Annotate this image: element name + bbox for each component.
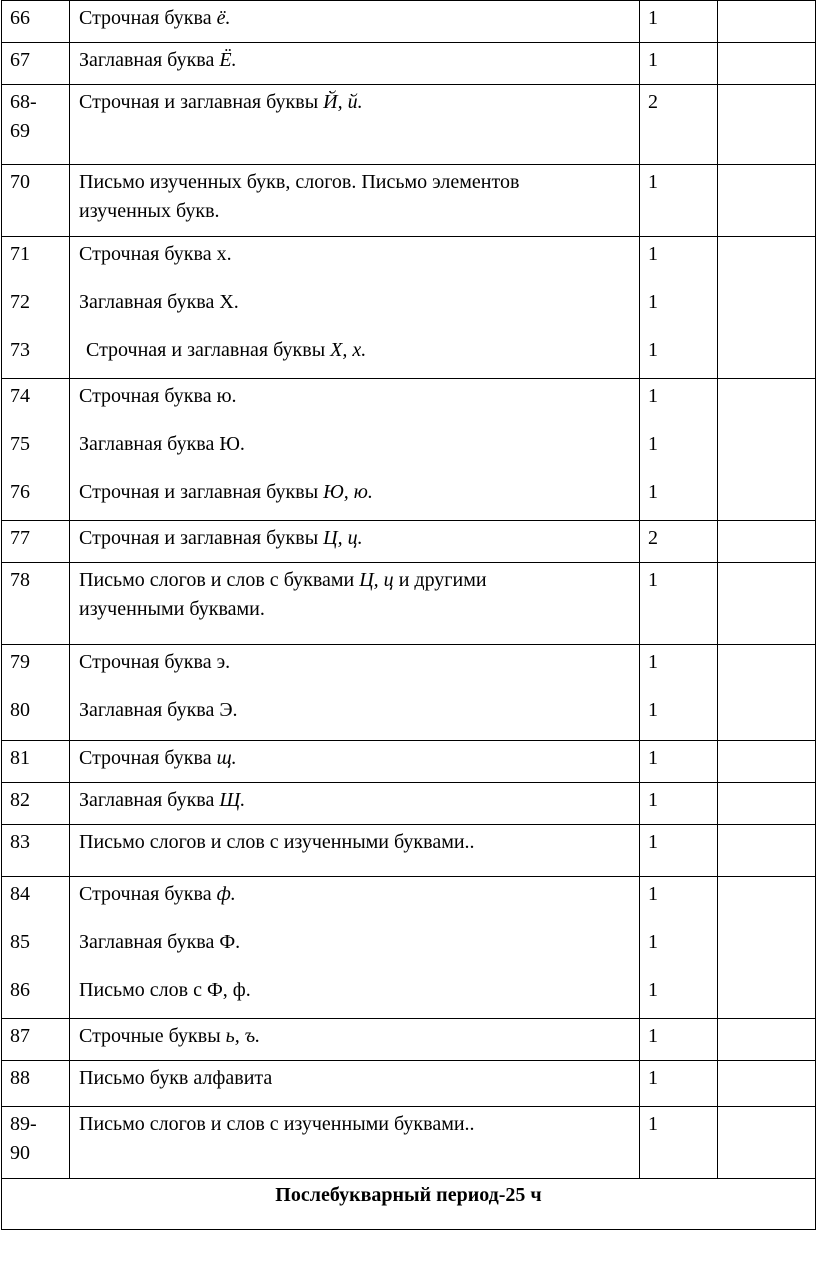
lesson-topic-line: Письмо слов с Ф, ф. (79, 979, 251, 1001)
lesson-topic-line: Строчная и заглавная буквы Й, й. (79, 91, 363, 113)
lesson-number (2, 783, 70, 825)
lesson-number-line: 72 (10, 291, 30, 313)
table-row (2, 1019, 816, 1061)
lesson-hours-line: 1 (648, 747, 658, 769)
lesson-number-line: 71 (10, 243, 30, 265)
lesson-number (2, 379, 70, 521)
lesson-hours-line: 1 (648, 1067, 658, 1089)
notes-cell (718, 1, 816, 43)
lesson-number-line: 81 (10, 747, 30, 769)
lesson-hours-line: 1 (648, 339, 658, 361)
lesson-hours (640, 825, 718, 877)
lesson-number-line: 84 (10, 883, 30, 905)
lesson-topic-line: Заглавная буква Ю. (79, 433, 245, 455)
lesson-topic-line: Строчная буква ю. (79, 385, 237, 407)
table-row (2, 1, 816, 43)
table-row (2, 825, 816, 877)
lesson-number-line: 89- (10, 1113, 37, 1135)
table-row (2, 43, 816, 85)
lesson-hours (640, 237, 718, 379)
lesson-topic-line: изученных букв. (79, 200, 220, 222)
notes-cell (718, 741, 816, 783)
table-row (2, 741, 816, 783)
table-row (2, 237, 816, 379)
lesson-hours-line: 1 (648, 831, 658, 853)
lesson-number (2, 1061, 70, 1107)
lesson-number (2, 43, 70, 85)
lesson-topic (70, 645, 640, 741)
table-row (2, 563, 816, 645)
lesson-topic (70, 825, 640, 877)
lesson-topic-line: Письмо слогов и слов с изученными буквами.. (79, 1113, 475, 1135)
table-row (2, 645, 816, 741)
lesson-number (2, 165, 70, 237)
table-row (2, 379, 816, 521)
lesson-number (2, 645, 70, 741)
lesson-hours (640, 563, 718, 645)
lesson-hours (640, 783, 718, 825)
lesson-hours (640, 165, 718, 237)
lesson-hours-line: 1 (648, 569, 658, 591)
notes-cell (718, 563, 816, 645)
notes-cell (718, 379, 816, 521)
lesson-topic-line: Строчная буква ф. (79, 883, 236, 905)
lesson-hours-line: 1 (648, 651, 658, 673)
lesson-number-line: 78 (10, 569, 30, 591)
lesson-hours-line: 1 (648, 385, 658, 407)
lesson-number (2, 237, 70, 379)
notes-cell (718, 43, 816, 85)
lesson-hours (640, 521, 718, 563)
lesson-topic (70, 521, 640, 563)
lesson-number-line: 83 (10, 831, 30, 853)
lesson-topic (70, 43, 640, 85)
lesson-number-line: 82 (10, 789, 30, 811)
lesson-hours-line: 1 (648, 433, 658, 455)
lesson-topic-line: Заглавная буква Щ. (79, 789, 246, 811)
section-row (2, 1179, 816, 1230)
lesson-topic (70, 165, 640, 237)
lesson-topic-line: Письмо слогов и слов с буквами Ц, ц и другими (79, 569, 487, 591)
lesson-hours-line: 1 (648, 481, 658, 503)
lesson-hours-line: 1 (648, 931, 658, 953)
lesson-topic-line: Строчная и заглавная буквы Ю, ю. (79, 481, 373, 503)
lesson-number-line: 69 (10, 120, 30, 142)
lesson-topic (70, 877, 640, 1019)
section-title: Послебукварный период-25 ч (2, 1179, 816, 1230)
lesson-topic-line: Письмо изученных букв, слогов. Письмо элементов (79, 171, 520, 193)
lesson-topic-line: Строчная и заглавная буквы Ц, ц. (79, 527, 363, 549)
lesson-topic-line: изученными буквами. (79, 598, 265, 620)
lesson-number-line: 85 (10, 931, 30, 953)
lesson-number (2, 1019, 70, 1061)
lesson-number (2, 563, 70, 645)
lesson-topic (70, 1061, 640, 1107)
lesson-topic-line: Строчная буква х. (79, 243, 232, 265)
lesson-number-line: 76 (10, 481, 30, 503)
lesson-number-line: 74 (10, 385, 30, 407)
lesson-hours-line: 1 (648, 883, 658, 905)
lesson-number (2, 1107, 70, 1179)
lesson-number (2, 825, 70, 877)
lesson-hours (640, 877, 718, 1019)
lesson-topic (70, 1, 640, 43)
lesson-topic-line: Строчная буква э. (79, 651, 231, 673)
lesson-hours-line: 1 (648, 1025, 658, 1047)
notes-cell (718, 521, 816, 563)
lesson-topic (70, 1019, 640, 1061)
table-row (2, 165, 816, 237)
lesson-topic (70, 783, 640, 825)
lesson-number-line: 75 (10, 433, 30, 455)
lesson-number-line: 88 (10, 1067, 30, 1089)
lesson-hours-line: 1 (648, 291, 658, 313)
lesson-topic (70, 563, 640, 645)
lesson-topic-line: Письмо букв алфавита (79, 1067, 273, 1089)
table-row (2, 1061, 816, 1107)
lesson-number-line: 73 (10, 339, 30, 361)
lesson-topic-line: Строчная буква щ. (79, 747, 237, 769)
notes-cell (718, 1019, 816, 1061)
lesson-topic-line: Строчная и заглавная буквы Х, х. (86, 339, 367, 361)
lesson-number (2, 877, 70, 1019)
lesson-number (2, 85, 70, 165)
lesson-hours-line: 1 (648, 699, 658, 721)
lesson-number-line: 87 (10, 1025, 30, 1047)
lesson-hours (640, 85, 718, 165)
lesson-number-line: 80 (10, 699, 30, 721)
notes-cell (718, 165, 816, 237)
lesson-number (2, 521, 70, 563)
lesson-topic (70, 741, 640, 783)
table-row (2, 1107, 816, 1179)
lesson-hours-line: 1 (648, 1113, 658, 1135)
notes-cell (718, 825, 816, 877)
lesson-topic (70, 1107, 640, 1179)
table-row (2, 85, 816, 165)
lesson-hours-line: 1 (648, 171, 658, 193)
lesson-hours-line: 1 (648, 7, 658, 29)
lesson-topic-line: Строчные буквы ь, ъ. (79, 1025, 261, 1047)
notes-cell (718, 1061, 816, 1107)
lesson-number-line: 66 (10, 7, 30, 29)
notes-cell (718, 877, 816, 1019)
lesson-hours-line: 1 (648, 49, 658, 71)
lesson-number-line: 90 (10, 1142, 30, 1164)
lesson-topic-line: Письмо слогов и слов с изученными буквами.. (79, 831, 475, 853)
lesson-topic (70, 379, 640, 521)
lesson-hours (640, 379, 718, 521)
lesson-topic-line: Заглавная буква Э. (79, 699, 238, 721)
lesson-plan-body (2, 1, 816, 1230)
lesson-number-line: 67 (10, 49, 30, 71)
lesson-number-line: 68- (10, 91, 37, 113)
lesson-hours-line: 1 (648, 243, 658, 265)
lesson-hours-line: 1 (648, 789, 658, 811)
notes-cell (718, 1107, 816, 1179)
notes-cell (718, 85, 816, 165)
lesson-hours (640, 1019, 718, 1061)
lesson-topic (70, 85, 640, 165)
lesson-hours (640, 1061, 718, 1107)
lesson-number (2, 741, 70, 783)
table-row (2, 877, 816, 1019)
notes-cell (718, 645, 816, 741)
lesson-topic-line: Заглавная буква Ф. (79, 931, 241, 953)
lesson-hours-line: 2 (648, 91, 658, 113)
lesson-topic (70, 237, 640, 379)
notes-cell (718, 237, 816, 379)
table-row (2, 521, 816, 563)
lesson-hours-line: 2 (648, 527, 658, 549)
lesson-number-line: 86 (10, 979, 30, 1001)
lesson-plan-table (1, 0, 816, 1230)
lesson-number (2, 1, 70, 43)
notes-cell (718, 783, 816, 825)
table-row (2, 783, 816, 825)
lesson-topic-line: Заглавная буква Х. (79, 291, 239, 313)
lesson-hours (640, 645, 718, 741)
lesson-topic-line: Строчная буква ё. (79, 7, 231, 29)
lesson-hours (640, 1107, 718, 1179)
lesson-hours (640, 43, 718, 85)
lesson-number-line: 77 (10, 527, 30, 549)
lesson-hours-line: 1 (648, 979, 658, 1001)
lesson-topic-line: Заглавная буква Ё. (79, 49, 237, 71)
lesson-hours (640, 741, 718, 783)
lesson-number-line: 70 (10, 171, 30, 193)
lesson-hours (640, 1, 718, 43)
lesson-number-line: 79 (10, 651, 30, 673)
